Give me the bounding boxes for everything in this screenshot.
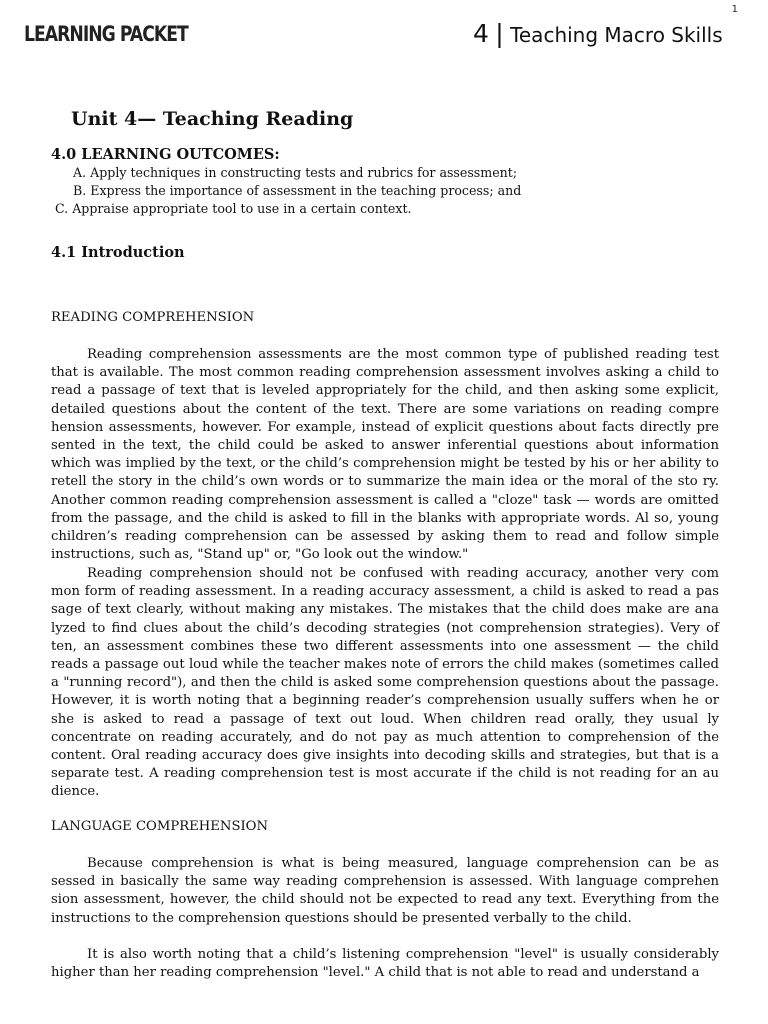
section-heading-language-comprehension: LANGUAGE COMPREHENSION bbox=[51, 819, 269, 834]
unit-number: 4 bbox=[473, 19, 489, 48]
paragraph: Because comprehension is what is being measured, language comprehension can be as sessed in basically the same way reading comprehension is assessed. With language comprehen sion assessment, however, the child should not be expected to read any text. Everything from the instructions to the comprehension questions should be presented verbally to the child. bbox=[51, 856, 719, 926]
course-title: Teaching Macro Skills bbox=[510, 23, 723, 47]
header-title bbox=[473, 20, 743, 49]
outcome-item: C. Appraise appropriate tool to use in a certain context. bbox=[55, 201, 412, 216]
outcome-item: A. Apply techniques in constructing tests and rubrics for assessment; bbox=[73, 165, 518, 180]
packet-label: LEARNING PACKET bbox=[24, 22, 188, 46]
outcomes-heading: 4.0 LEARNING OUTCOMES: bbox=[51, 146, 280, 163]
paragraph: It is also worth noting that a child’s listening comprehension "level" is usually considerably higher than her reading comprehension "level." A child that is not able to read and understand a bbox=[51, 947, 719, 981]
outcome-item: B. Express the importance of assessment in the teaching process; and bbox=[73, 183, 522, 198]
paragraph: Reading comprehension should not be confused with reading accuracy, another very com mon form of reading assessment. In a reading accuracy assessment, a child is asked to read a pas sage of text clearly, without making any mistakes. The mistakes that the child does make are ana lyzed to find clues about the child’s decoding strategies (not comprehension strategies). Very of ten, an assessment combines these two different assessments into one assessment — the child reads a passage out loud while the teacher makes note of errors the child makes (sometimes called a "running record"), and then the child is asked some comprehension questions about the passage. However, it is worth noting that a beginning reader’s comprehension usually suffers when he or she is asked to read a passage of text out loud. When children read orally, they usual ly concentrate on reading accurately, and do not pay as much attention to comprehension of the content. Oral reading accuracy does give insights into decoding skills and strategies, but that is a separate test. A reading comprehension test is most accurate if the child is not reading for an au dience. bbox=[51, 566, 719, 800]
unit-title: Unit 4— Teaching Reading bbox=[71, 108, 354, 130]
title-separator: | bbox=[495, 19, 504, 48]
section-heading-reading-comprehension: READING COMPREHENSION bbox=[51, 310, 255, 325]
paragraph: Reading comprehension assessments are the most common type of published reading test that is available. The most common reading comprehension assessment involves asking a child to read a passage of text that is leveled appropriately for the child, and then asking some explicit, detailed questions about the content of the text. There are some variations on reading compre hension assessments, however. For example, instead of explicit questions about facts directly pre sented in the text, the child could be asked to answer inferential questions about information which was implied by the text, or the child’s comprehension might be tested by his or her ability to retell the story in the child’s own words or to summarize the main idea or the moral of the sto ry. Another common reading comprehension assessment is called a "cloze" task — words are omitted from the passage, and the child is asked to fill in the blanks with appropriate words. Al so, young children’s reading comprehension can be assessed by asking them to read and follow simple instructions, such as, "Stand up" or, "Go look out the window." bbox=[51, 347, 719, 563]
introduction-heading: 4.1 Introduction bbox=[51, 244, 185, 261]
page-number: 1 bbox=[731, 4, 738, 15]
